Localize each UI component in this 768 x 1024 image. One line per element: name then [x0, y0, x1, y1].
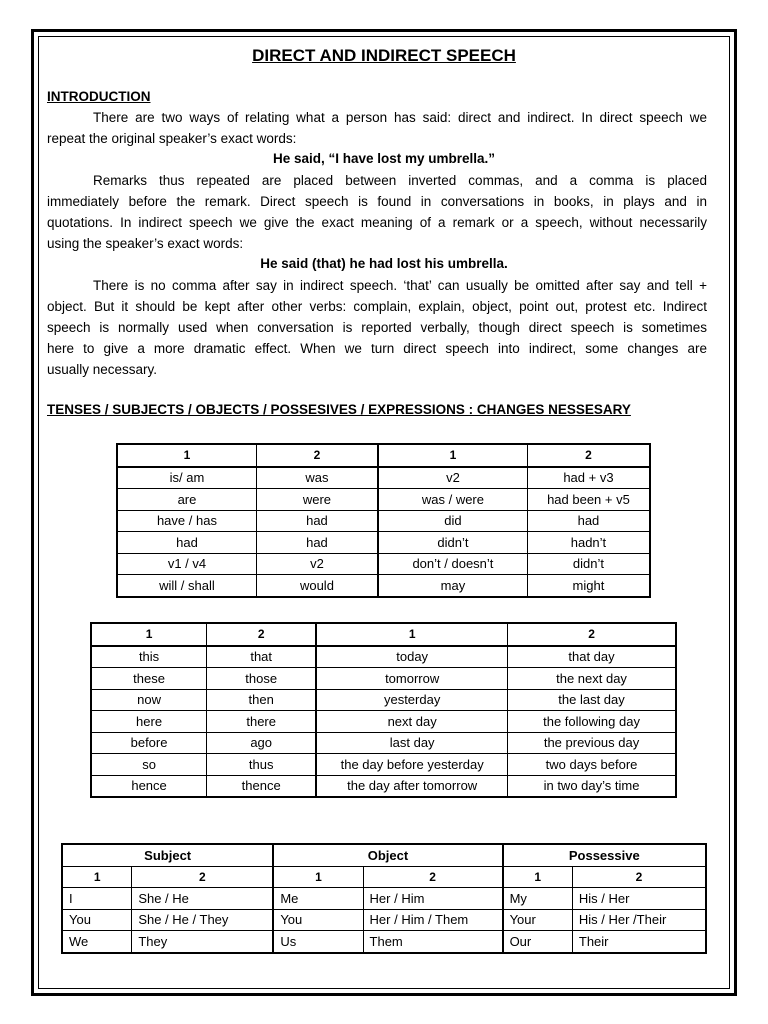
table-cell: will / shall	[117, 575, 256, 597]
column-header: 1	[91, 623, 207, 646]
table-cell: two days before	[508, 754, 676, 776]
table-row	[91, 732, 676, 754]
changes-heading: TENSES / SUBJECTS / OBJECTS / POSSESIVES / EXPRESSIONS : CHANGES NESSESARY	[47, 402, 631, 417]
group-header-subject: Subject	[62, 844, 273, 866]
table-cell: were	[256, 489, 378, 511]
table-cell: so	[91, 754, 207, 776]
column-header: 2	[256, 444, 378, 467]
paragraph-line: quotations. In indirect speech we give the exact meaning of a remark or a speech, without necessarily	[47, 215, 707, 230]
table-cell: They	[132, 931, 274, 953]
table-cell: had	[256, 532, 378, 554]
table-cell: this	[91, 646, 207, 668]
table-cell: might	[527, 575, 650, 597]
table-cell: those	[207, 668, 317, 690]
table-row	[117, 532, 650, 554]
table-cell: Our	[503, 931, 573, 953]
table-cell: there	[207, 711, 317, 733]
table-row	[117, 510, 650, 532]
table-cell: We	[62, 931, 132, 953]
table-cell: Her / Him / Them	[363, 909, 503, 931]
table-cell: is/ am	[117, 467, 256, 489]
table-cell: that day	[508, 646, 676, 668]
column-header: 1	[316, 623, 507, 646]
table-group-header-row	[62, 844, 706, 866]
table-header-row	[62, 866, 706, 888]
table-row	[117, 467, 650, 489]
table-cell: Their	[572, 931, 706, 953]
table-cell: was	[256, 467, 378, 489]
indirect-speech-example: He said (that) he had lost his umbrella.	[260, 256, 508, 271]
intro-paragraph-1	[47, 107, 707, 149]
table-cell: the day before yesterday	[316, 754, 507, 776]
paragraph-line: using the speaker’s exact words:	[47, 236, 244, 251]
table-cell: the previous day	[508, 732, 676, 754]
table-cell: had	[527, 510, 650, 532]
table-cell: that	[207, 646, 317, 668]
table-row	[91, 754, 676, 776]
table-cell: have / has	[117, 510, 256, 532]
table-row	[62, 931, 706, 953]
table-row	[62, 909, 706, 931]
pronouns-table	[61, 843, 707, 954]
table-cell: the next day	[508, 668, 676, 690]
table-cell: did	[378, 510, 527, 532]
table-cell: His / Her /Their	[572, 909, 706, 931]
table-cell: would	[256, 575, 378, 597]
table-cell: then	[207, 689, 317, 711]
table-cell: had been + v5	[527, 489, 650, 511]
paragraph-line: repeat the original speaker’s exact words:	[47, 131, 297, 146]
table-cell: the last day	[508, 689, 676, 711]
paragraph-line: usually necessary.	[47, 362, 158, 377]
paragraph-line: There are two ways of relating what a person has said: direct and indirect. In direct speech we	[93, 110, 707, 125]
table-cell: was / were	[378, 489, 527, 511]
paragraph-line: object. But it should be kept after other verbs: complain, explain, object, point out, protest etc. Indirect	[47, 299, 707, 314]
table-header-row	[117, 444, 650, 467]
table-cell: She / He	[132, 888, 274, 910]
table-cell: may	[378, 575, 527, 597]
table-cell: v1 / v4	[117, 553, 256, 575]
table-cell: the day after tomorrow	[316, 775, 507, 797]
table-row	[91, 646, 676, 668]
table-row	[62, 888, 706, 910]
table-cell: I	[62, 888, 132, 910]
table-cell: v2	[256, 553, 378, 575]
intro-heading: INTRODUCTION	[47, 89, 151, 104]
table-cell: here	[91, 711, 207, 733]
tenses-table	[116, 443, 651, 598]
table-cell: hence	[91, 775, 207, 797]
table-cell: v2	[378, 467, 527, 489]
table-cell: the following day	[508, 711, 676, 733]
table-cell: She / He / They	[132, 909, 274, 931]
column-header: 1	[378, 444, 527, 467]
table-cell: are	[117, 489, 256, 511]
table-cell: had	[117, 532, 256, 554]
table-row	[117, 575, 650, 597]
table-cell: ago	[207, 732, 317, 754]
table-cell: these	[91, 668, 207, 690]
paragraph-line: immediately before the remark. Direct speech is found in conversations in books, in plays and in	[47, 194, 707, 209]
table-row	[91, 775, 676, 797]
column-header: 2	[207, 623, 317, 646]
table-cell: last day	[316, 732, 507, 754]
table-cell: Her / Him	[363, 888, 503, 910]
table-cell: tomorrow	[316, 668, 507, 690]
intro-paragraph-3	[47, 275, 707, 380]
paragraph-line: Remarks thus repeated are placed between inverted commas, and a comma is placed	[93, 173, 707, 188]
table-cell: hadn’t	[527, 532, 650, 554]
table-cell: didn’t	[378, 532, 527, 554]
table-cell: Me	[273, 888, 363, 910]
page-title: DIRECT AND INDIRECT SPEECH	[252, 46, 516, 65]
table-cell: now	[91, 689, 207, 711]
table-cell: thus	[207, 754, 317, 776]
direct-speech-example: He said, “I have lost my umbrella.”	[272, 151, 496, 166]
table-cell: had + v3	[527, 467, 650, 489]
paragraph-line: speech is normally used when conversation is reported verbally, though direct speech is sometimes	[47, 320, 707, 335]
table-row	[91, 689, 676, 711]
column-header: 2	[132, 866, 274, 888]
expressions-table	[90, 622, 677, 798]
table-cell: You	[273, 909, 363, 931]
column-header: 1	[62, 866, 132, 888]
table-cell: didn’t	[527, 553, 650, 575]
table-cell: You	[62, 909, 132, 931]
column-header: 2	[363, 866, 503, 888]
column-header: 1	[503, 866, 573, 888]
table-cell: today	[316, 646, 507, 668]
intro-paragraph-2	[47, 170, 707, 254]
table-cell: yesterday	[316, 689, 507, 711]
table-cell: Them	[363, 931, 503, 953]
column-header: 2	[527, 444, 650, 467]
column-header: 1	[273, 866, 363, 888]
table-cell: next day	[316, 711, 507, 733]
table-header-row	[91, 623, 676, 646]
table-cell: Us	[273, 931, 363, 953]
column-header: 2	[508, 623, 676, 646]
table-cell: thence	[207, 775, 317, 797]
table-cell: My	[503, 888, 573, 910]
table-cell: His / Her	[572, 888, 706, 910]
group-header-possessive: Possessive	[503, 844, 706, 866]
table-cell: don’t / doesn’t	[378, 553, 527, 575]
table-cell: in two day’s time	[508, 775, 676, 797]
table-row	[91, 711, 676, 733]
table-cell: Your	[503, 909, 573, 931]
column-header: 1	[117, 444, 256, 467]
column-header: 2	[572, 866, 706, 888]
table-row	[117, 553, 650, 575]
paragraph-line: here to give a more dramatic effect. When we turn direct speech into indirect, some changes are	[47, 341, 707, 356]
paragraph-line: There is no comma after say in indirect speech. ‘that’ can usually be omitted after say and tell +	[93, 278, 707, 293]
table-row	[117, 489, 650, 511]
table-cell: had	[256, 510, 378, 532]
group-header-object: Object	[273, 844, 502, 866]
table-row	[91, 668, 676, 690]
table-cell: before	[91, 732, 207, 754]
